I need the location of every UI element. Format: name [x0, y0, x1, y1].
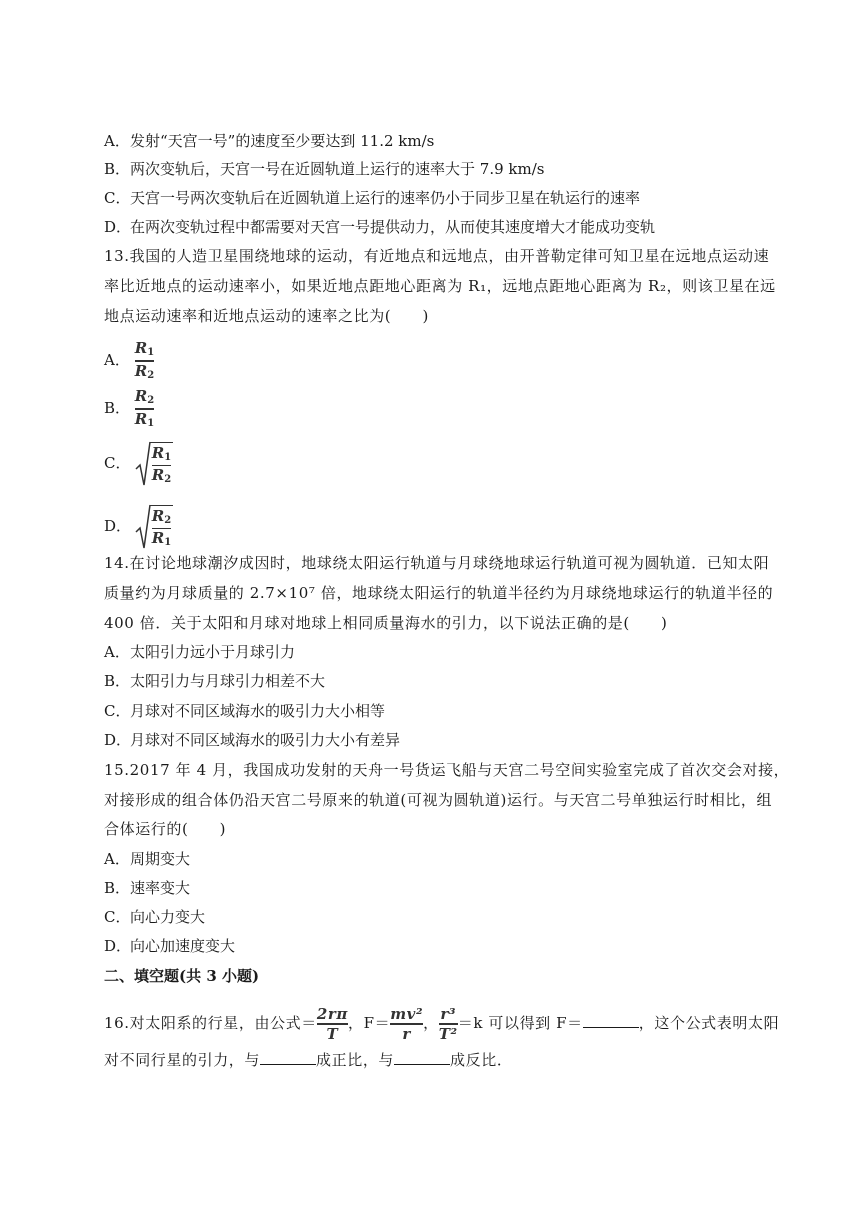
option-label: B．: [104, 160, 131, 178]
option-label: D．: [104, 937, 132, 955]
formula-sqrt-r1-over-r2: $\frac{R_1}{R_2}$: [135, 441, 173, 487]
q16-text-4: ＝k 可以得到 F＝: [457, 1014, 583, 1032]
option-label: A．: [104, 132, 130, 150]
option-label: D．: [104, 218, 132, 236]
q16-text-6: 对不同行星的引力，与: [104, 1051, 261, 1069]
q13-option-c: [104, 441, 173, 487]
option-label: A．: [104, 643, 130, 661]
answer-blank-1[interactable]: [583, 1013, 639, 1028]
q13-stem-line-1: 13.我国的人造卫星围绕地球的运动，有近地点和远地点，由开普勒定律可知卫星在远地点运动速: [104, 247, 770, 265]
q15-option-b: [104, 878, 190, 898]
option-label: A．: [104, 350, 130, 369]
formula-r3-over-t2: $\frac{\text{r³}}{\text{T²}}$: [438, 1005, 458, 1043]
option-label: C．: [104, 908, 131, 926]
q15-option-c: [104, 907, 205, 927]
q16-text-8: 成反比．: [450, 1051, 513, 1069]
answer-blank-2[interactable]: [260, 1050, 316, 1065]
q14-stem-line-3: 400 倍．关于太阳和月球对地球上相同质量海水的引力，以下说法正确的是( ): [104, 614, 668, 632]
q16-text-3: ，: [423, 1014, 439, 1032]
option-text: 向心加速度变大: [130, 937, 236, 955]
option-label: B．: [104, 672, 131, 690]
q12-option-a: [104, 131, 434, 151]
option-text: 两次变轨后，天宫一号在近圆轨道上运行的速率大于 7.9 km/s: [130, 160, 545, 178]
q16-text-2: ，F＝: [347, 1014, 391, 1032]
q16-text-7: 成正比，与: [316, 1051, 395, 1069]
q12-option-b: [104, 159, 544, 179]
q14-option-b: [104, 671, 325, 691]
q14-stem-line-1: 14.在讨论地球潮汐成因时，地球绕太阳运行轨道与月球绕地球运行轨道可视为圆轨道．已知太阳: [104, 554, 770, 572]
option-text: 月球对不同区域海水的吸引力大小有差异: [130, 731, 401, 749]
q13-stem-line-3: 地点运动速率和近地点运动的速率之比为( ): [104, 307, 429, 325]
option-text: 月球对不同区域海水的吸引力大小相等: [130, 702, 386, 720]
formula-sqrt-r2-over-r1: $\frac{R_2}{R_1}$: [135, 504, 173, 550]
option-text: 在两次变轨过程中都需要对天宫一号提供动力，从而使其速度增大才能成功变轨: [130, 218, 656, 236]
formula-2r-pi-over-t: $\frac{2r\pi}{T}$: [316, 1005, 348, 1043]
option-text: 太阳引力与月球引力相差不大: [130, 672, 326, 690]
option-text: 发射“天宫一号”的速度至少要达到 11.2 km/s: [130, 132, 435, 150]
q15-stem-line-2: 对接形成的组合体仍沿天宫二号原来的轨道(可视为圆轨道)运行。与天宫二号单独运行时相比，组: [104, 791, 773, 809]
q14-option-a: [104, 642, 295, 662]
q12-option-c: [104, 188, 640, 208]
q13-option-d: [104, 504, 173, 550]
q15-stem-line-3: 合体运行的( ): [104, 820, 227, 838]
option-label: C．: [104, 189, 131, 207]
q15-option-d: [104, 936, 235, 956]
q13-stem-line-2: 率比近地点的运动速率小，如果近地点距地心距离为 R₁，远地点距地心距离为 R₂，则该卫星在远: [104, 277, 776, 295]
q15-option-a: [104, 849, 190, 869]
formula-r2-over-r1: $\frac{R_2}{R_1}$: [134, 387, 155, 429]
q16-text-5: ，这个公式表明太阳: [638, 1014, 780, 1032]
section-heading-fill-in: 二、填空题(共 3 小题): [104, 967, 260, 985]
q14-option-d: [104, 730, 400, 750]
option-text: 周期变大: [130, 850, 191, 868]
option-label: C．: [104, 454, 131, 472]
option-text: 太阳引力远小于月球引力: [130, 643, 296, 661]
option-label: D．: [104, 731, 132, 749]
q14-option-c: [104, 701, 385, 721]
option-text: 天宫一号两次变轨后在近圆轨道上运行的速率仍小于同步卫星在轨运行的速率: [130, 189, 641, 207]
q16-stem-line-2: [104, 1050, 512, 1070]
q16-text-1: 16.对太阳系的行星，由公式＝: [104, 1014, 317, 1032]
option-label: D．: [104, 517, 132, 535]
q13-option-a: [104, 340, 154, 382]
option-label: A．: [104, 850, 130, 868]
option-text: 向心力变大: [130, 908, 206, 926]
answer-blank-3[interactable]: [394, 1050, 450, 1065]
formula-mv2-over-r: $\frac{\text{mv²}}{r}$: [390, 1005, 424, 1043]
q14-stem-line-2: 质量约为月球质量的 2.7×10⁷ 倍，地球绕太阳运行的轨道半径约为月球绕地球运行的轨道半径的: [104, 584, 774, 602]
option-text: 速率变大: [130, 879, 191, 897]
q12-option-d: [104, 217, 655, 237]
option-label: B．: [104, 398, 131, 417]
formula-r1-over-r2: $\frac{R_1}{R_2}$: [134, 339, 155, 381]
q15-stem-line-1: 15.2017 年 4 月，我国成功发射的天舟一号货运飞船与天宫二号空间实验室完成了首次交会对接，: [104, 761, 790, 779]
option-label: C．: [104, 702, 131, 720]
option-label: B．: [104, 879, 131, 897]
q13-option-b: [104, 388, 154, 430]
q16-stem-line-1: [104, 1003, 779, 1043]
